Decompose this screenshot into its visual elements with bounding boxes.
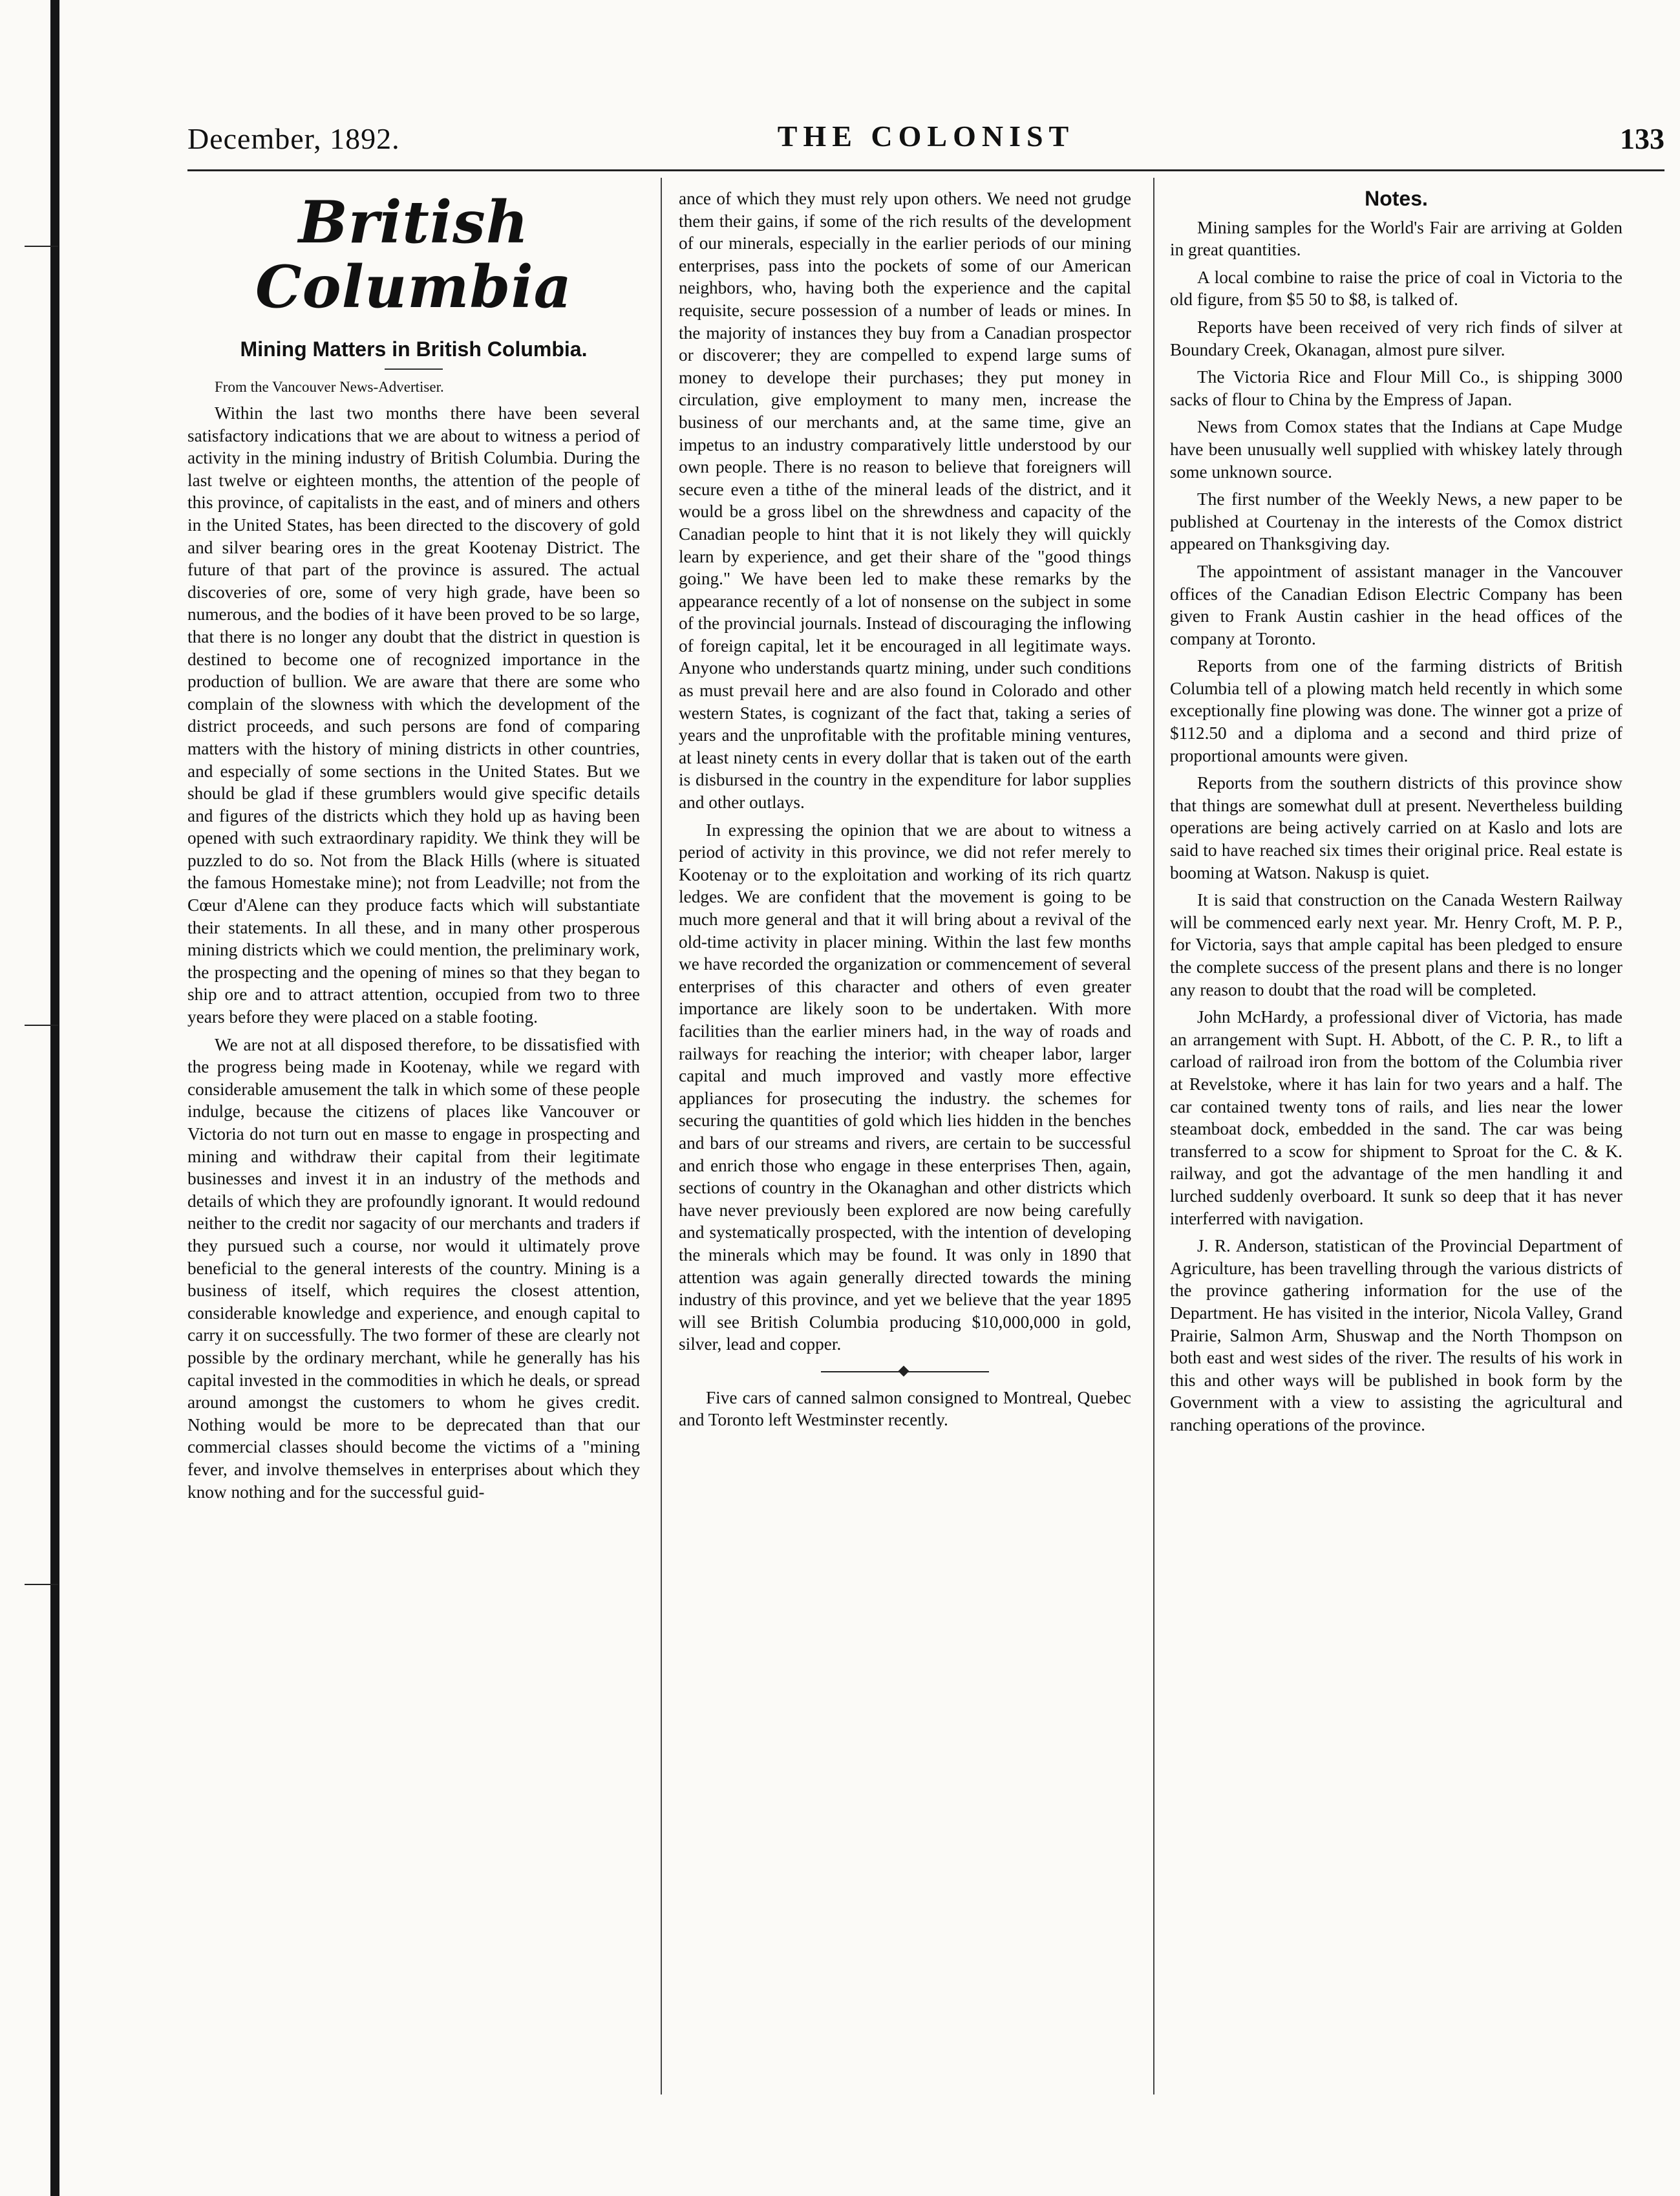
- article-title: Mining Matters in British Columbia.: [240, 337, 588, 361]
- note-item: News from Comox states that the Indians at Cape Mudge have been unusually well supplied with whiskey lately through some unknown source.: [1170, 417, 1622, 482]
- page-binding-edge: [50, 0, 59, 2196]
- section-divider: [679, 1365, 1131, 1378]
- note-item: Mining samples for the World's Fair are arriving at Golden in great quantities.: [1170, 217, 1622, 260]
- note-item: Reports have been received of very rich finds of silver at Boundary Creek, Okanagan, almost pure silver.: [1170, 317, 1622, 359]
- column-2: [679, 187, 1131, 1436]
- header-title: THE COLONIST: [777, 120, 1075, 153]
- notes-heading: Notes.: [1365, 187, 1428, 210]
- note-item: The first number of the Weekly News, a new paper to be published at Courtenay in the interests of the Comox district appeared on Thanksgiving day.: [1170, 489, 1622, 554]
- divider-diamond-icon: [898, 1365, 909, 1376]
- note-item: J. R. Anderson, statistican of the Provincial Department of Agriculture, has been travelling through the various districts of the province gathering information for the use of the Department. He has visited in the interior, Nicola Valley, Grand Prairie, Salmon Arm, Shuswap and the North Thompson on both east and west sides of the river. The results of his work in this and other ways will be published in book form by the Government with a view to assisting the agricultural and ranching operations of the province.: [1170, 1236, 1622, 1434]
- header-page-number: 133: [1620, 122, 1664, 155]
- note-item: A local combine to raise the price of coal in Victoria to the old figure, from $5 50 to $8, is talked of.: [1170, 267, 1622, 310]
- column-rule: [661, 178, 662, 2095]
- salmon-note: Five cars of canned salmon consigned to Montreal, Quebec and Toronto left Westminster recently.: [679, 1387, 1131, 1430]
- article-paragraph: We are not at all disposed therefore, to be dissatisfied with the progress being made in Kootenay, while we regard with considerable amusement the talk in which some of these people indulge, because the citizens of places like Vancouver or Victoria do not turn out en masse to engage in prospecting and mining and withdraw their capital from their legitimate businesses and invest it in an industry of the methods and details of which they are profoundly ignorant. It would redound neither to the credit nor sagacity of our merchants and traders if they pursued such a course, nor would it ultimately prove beneficial to the general interests of the country. Mining is a business of itself, which requires the closest attention, considerable knowledge and experience, and enough capital to carry it on successfully. The two former of these are clearly not possible by the ordinary merchant, while he generally has his capital invested in the commodities in which he deals, or spread around amongst the customers to whom he gives credit. Nothing would be more to be deprecated than that our commercial classes should become the victims of a "mining fever, and involve themselves in enterprises about which they know nothing and for the successful guid-: [187, 1034, 640, 1502]
- margin-mark: [25, 1584, 58, 1585]
- margin-mark: [25, 1025, 58, 1026]
- note-item: The Victoria Rice and Flour Mill Co., is shipping 3000 sacks of flour to China by the Empress of Japan.: [1170, 367, 1622, 409]
- article-source: From the Vancouver News-Advertiser.: [215, 379, 444, 395]
- note-item: Reports from one of the farming districts of British Columbia tell of a plowing match held recently in which some exceptionally fine plowing was done. The winner got a prize of $112.50 and a diploma and a second and third prize of proportional amounts were given.: [1170, 656, 1622, 765]
- title-rule: [385, 368, 443, 370]
- note-item: Reports from the southern districts of this province show that things are somewhat dull at present. Nevertheless building operations are being actively carried on at Kaslo and lots are said to have reached six times their original price. Real estate is booming at Watson. Nakusp is quiet.: [1170, 773, 1622, 882]
- newspaper-page: [187, 116, 1664, 2159]
- header-rule: [187, 169, 1664, 171]
- section-masthead: British Columbia: [255, 188, 572, 321]
- column-rule: [1153, 178, 1154, 2095]
- article-paragraph: Within the last two months there have been several satisfactory indications that we are about to witness a period of activity in the mining industry of British Columbia. During the last twelve or eighteen months, the attention of the people of this province, of capitalists in the east, and of miners and others in the United States, has been directed to the discovery of gold and silver bearing ores in the great Kootenay District. The future of that part of the province is assured. The actual discoveries of ore, some of very high grade, have been so numerous, and the bodies of it have been proved to be so large, that there is no longer any doubt that the district in question is destined to become one of recognized importance in the production of bullion. We are aware that there are some who complain of the slowness with which the development of the district proceeds, and such persons are fond of comparing matters with the history of mining districts in other countries, and especially of some sections in the United States. But we should be glad if these grumblers would give specific details and figures of the districts which they hold up as having been opened with such extraordinary rapidity. We think they will be puzzled to do so. Not from the Black Hills (where is situated the famous Homestake mine); not from Leadville; not from the Cœur d'Alene can they produce facts which will substantiate their statements. In all these, and in many other prosperous mining districts which we could mention, the preliminary work, the prospecting and the opening of mines so that they began to ship ore and to attract attention, occupied from two to three years before they were placed on a stable footing.: [187, 403, 640, 1027]
- page-header: [187, 116, 1664, 162]
- article-paragraph: In expressing the opinion that we are about to witness a period of activity in this province, we did not refer merely to Kootenay or to the exploitation and working of its rich quartz ledges. We are confident that the movement is going to be much more general and that it will bring about a revival of the old-time activity in placer mining. Within the last few months we have recorded the organization or commencement of several enterprises of this character and others of even greater importance are likely soon to be undertaken. With more facilities than the earlier miners had, in the way of roads and railways for reaching the interior; with cheaper labor, larger capital and much improved and vastly more effective appliances for prosecuting the industry. the schemes for securing the quantities of gold which lies hidden in the benches and bars of our streams and rivers, are certain to be successful and enrich those who engage in these enterprises Then, again, sections of country in the Okanaghan and other districts which have never previously been explored are now being carefully and systematically prospected, with the intention of developing the minerals which may be found. It was only in 1890 that attention was again generally directed towards the mining industry of this province, and yet we believe that the year 1895 will see British Columbia producing $10,000,000 in gold, silver, lead and copper.: [679, 820, 1131, 1354]
- note-item: John McHardy, a professional diver of Victoria, has made an arrangement with Supt. H. Abbott, of the C. P. R., to lift a carload of railroad iron from the bottom of the Columbia river at Revelstoke, where it has lain for two years and a half. The car contained twenty tons of rails, and lies near the lower steamboat dock, embedded in the sand. The car was being transferred to a scow for shipment to Sproat for the C. & K. railway, and got the advantage of the men handling it and lurched suddenly overboard. It sunk so deep that it has never interferred with navigation.: [1170, 1007, 1622, 1228]
- article-paragraph: ance of which they must rely upon others. We need not grudge them their gains, if some of the rich results of the development of our minerals, especially in the earlier periods of our mining enterprises, pass into the pockets of some of our American neighbors, who, having both the experience and the capital requisite, secure possession of a number of leads or mines. In the majority of instances they buy from a Canadian prospector or discoverer; they are compelled to expend large sums of money to develope their purchases; they put money in circulation, give employment to many men, increase the business of our merchants and, at the same time, give an impetus to an industry comparatively little understood by our own people. There is no reason to believe that foreigners will secure even a tithe of the mineral leads of the district, and it would be a gross libel on the shrewdness and capacity of the Canadian people to hint that it is not likely they will quickly learn by experience, and get their share of the "good things going." We have been led to make these remarks by the appearance recently of a lot of nonsense on the subject in some of the provincial journals. Instead of discouraging the inflowing of foreign capital, let it be encouraged in all legitimate ways. Anyone who understands quartz mining, under such conditions as must prevail here and are also found in Colorado and other western States, is cognizant of the fact that, taking a series of years and the unprofitable with the profitable mining ventures, at least ninety cents in every dollar that is taken out of the earth is disbursed in the country in the expenditure for labor supplies and other outlays.: [679, 189, 1131, 813]
- margin-mark: [25, 246, 58, 247]
- column-1: [187, 187, 640, 1508]
- note-item: The appointment of assistant manager in the Vancouver offices of the Canadian Edison Electric Company has been given to Frank Austin cashier in the head offices of the company at Toronto.: [1170, 561, 1622, 648]
- note-item: It is said that construction on the Canada Western Railway will be commenced early next year. Mr. Henry Croft, M. P. P., for Victoria, says that ample capital has been pledged to ensure the complete success of the present plans and there is no longer any reason to doubt that the road will be completed.: [1170, 890, 1622, 999]
- header-date: December, 1892.: [187, 122, 400, 155]
- column-3-notes: [1170, 187, 1622, 1441]
